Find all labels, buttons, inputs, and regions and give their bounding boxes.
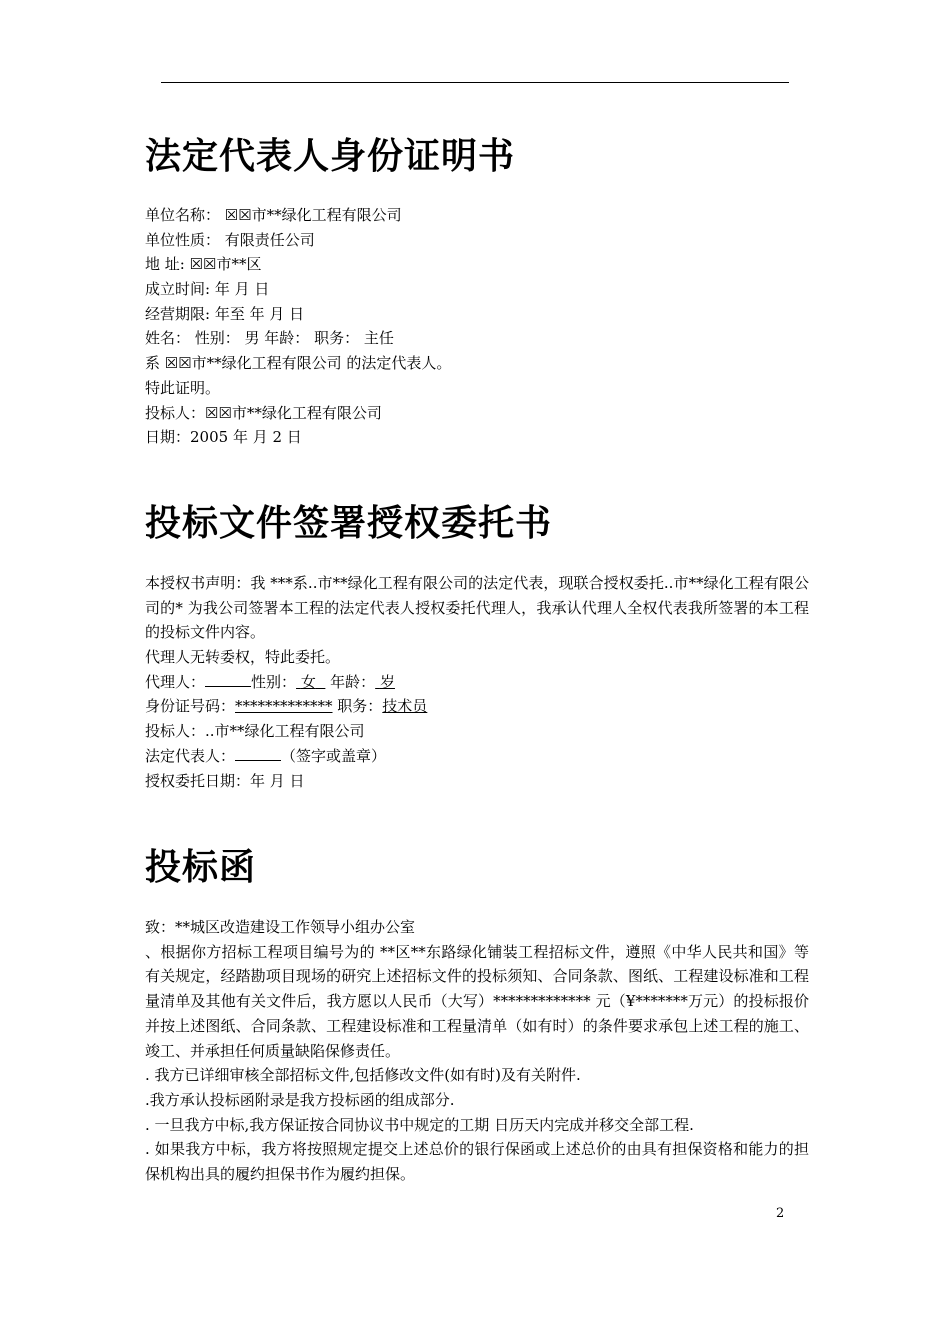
agent-line (145, 670, 809, 695)
job-value: 技术员 (382, 697, 428, 716)
legal-rep-blank (235, 745, 281, 761)
bid-letter-body (145, 915, 809, 1187)
address-line: 地 址: ☒☒市**区 (145, 255, 262, 274)
auth-bidder-line: 投标人：..市**绿化工程有限公司 (145, 722, 365, 741)
bid-paragraph-5: . 如果我方中标，我方将按照规定提交上述总价的银行保函或上述总价的由具有担保资格和能力的担保机构出具的履约担保书作为履约担保。 (145, 1140, 809, 1183)
job-label: 职务： (332, 697, 383, 716)
agent-blank (205, 671, 251, 687)
section-title-authorization: 投标文件签署授权委托书 (145, 503, 553, 544)
date-line: 日期：2005 年 月 2 日 (145, 428, 302, 447)
unit-name-line: 单位名称： ☒☒市**绿化工程有限公司 (145, 206, 402, 224)
age-label: 年龄： (325, 672, 376, 691)
page-number: 2 (776, 1206, 785, 1221)
auth-date-line: 授权委托日期：年 月 日 (145, 771, 305, 790)
gender-label: 性别： (251, 672, 297, 691)
bid-paragraph-4: . 一旦我方中标,我方保证按合同协议书中规定的工期 日历天内完成并移交全部工程. (145, 1115, 694, 1134)
section-title-bid-letter: 投标函 (145, 847, 257, 888)
unit-nature-line: 单位性质： 有限责任公司 (145, 230, 315, 249)
certify-line: 特此证明。 (145, 378, 221, 397)
bid-paragraph-2: . 我方已详细审核全部招标文件,包括修改文件(如有时)及有关附件. (145, 1066, 581, 1085)
bidder-line: 投标人：☒☒市**绿化工程有限公司 (145, 403, 382, 422)
legal-rep-note: （签字或盖章） (281, 746, 387, 765)
gender-value: 女 (300, 672, 316, 691)
authorization-body (145, 571, 809, 793)
section-title-legal-rep-certificate: 法定代表人身份证明书 (145, 136, 516, 177)
id-value: ************* (235, 697, 333, 716)
bid-paragraph-1: 、根据你方招标工程项目编号为的 **区**东路绿化铺装工程招标文件，遵照《中华人民共和国》等有关规定，经踏勘项目现场的研究上述招标文件的投标须知、合同条款、图纸、工程建设标准和工程量清单及其他有关文件后，我方愿以人民币（大写）************* 元（¥*******万元）的投标报价并按上述图纸、合同条款、工程建设标准和工程量清单（如有时）的条件要求承包上述工程的施工、竣工、并承担任何质量缺陷保修责任。 (145, 942, 809, 1060)
id-label: 身份证号码： (145, 697, 236, 716)
legal-rep-certificate-body (145, 203, 809, 450)
legal-rep-label: 法定代表人： (145, 746, 236, 765)
age-value: 岁 (379, 672, 395, 691)
statement-line: 系 ☒☒市**绿化工程有限公司 的法定代表人。 (145, 354, 452, 373)
agent-label: 代理人： (145, 672, 206, 691)
id-line (145, 694, 809, 719)
person-line: 姓名： 性别： 男 年龄： 职务： 主任 (145, 329, 394, 348)
bid-paragraph-3: .我方承认投标函附录是我方投标函的组成部分. (145, 1090, 455, 1109)
recipient-line: 致：**城区改造建设工作领导小组办公室 (145, 918, 416, 936)
no-transfer-line: 代理人无转委权，特此委托。 (145, 648, 341, 667)
term-line: 经营期限: 年至 年 月 日 (145, 304, 305, 323)
declaration-paragraph: 本授权书声明：我 ***系..市**绿化工程有限公司的法定代表，现联合授权委托..市**绿化工程有限公司的* 为我公司签署本工程的法定代表人授权委托代理人，我承认代理人全权代表我所签署的本工程的投标文件内容。 (145, 574, 809, 642)
header-rule (161, 82, 789, 83)
legal-rep-line (145, 744, 809, 769)
established-line: 成立时间: 年 月 日 (145, 280, 270, 299)
